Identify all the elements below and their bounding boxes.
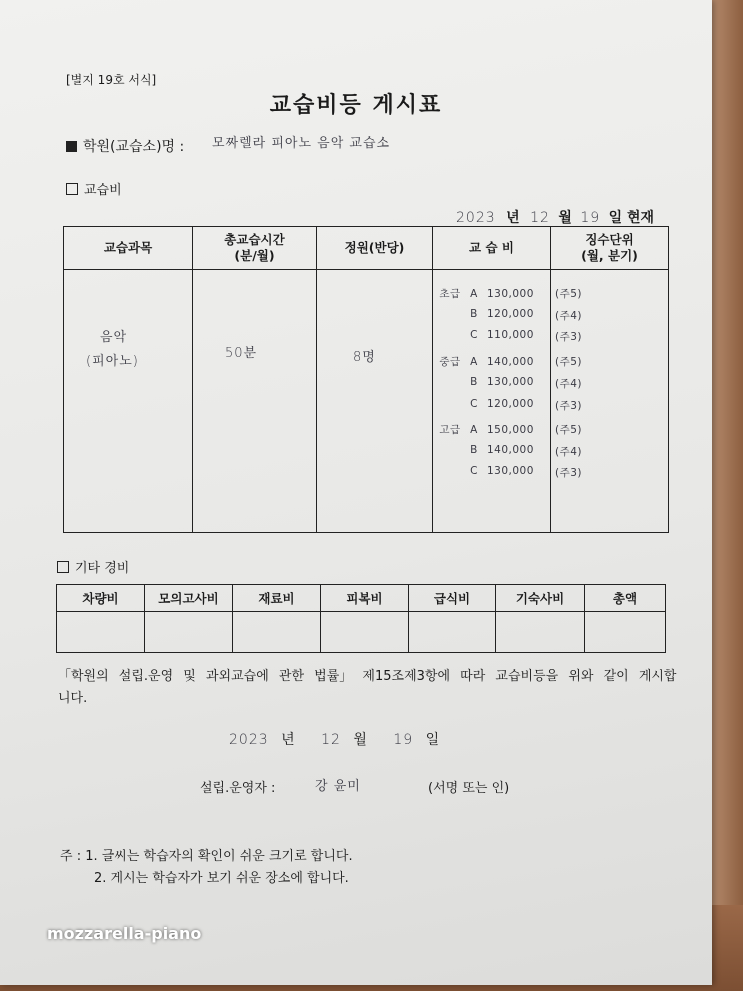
fee-amount: 120,000 xyxy=(487,398,534,410)
header-meals: 급식비 xyxy=(409,585,496,612)
fee-amount: 130,000 xyxy=(487,288,534,300)
header-total: 총액 xyxy=(585,585,666,612)
fee-amount: 140,000 xyxy=(487,444,534,456)
date-month: 12 xyxy=(530,210,550,226)
note-1: 주 : 1. 글씨는 학습자의 확인이 쉬운 크기로 합니다. xyxy=(60,849,353,864)
cell-subject xyxy=(64,270,193,533)
fee-line xyxy=(439,329,534,341)
fee-unit: (주4) xyxy=(555,446,583,458)
sign-month: 12 xyxy=(321,732,341,748)
fee-class: A xyxy=(470,288,478,300)
header-dormitory: 기숙사비 xyxy=(496,585,585,612)
header-materials: 재료비 xyxy=(233,585,321,612)
fee-unit: (주5) xyxy=(555,424,583,436)
fee-grade: 초급 xyxy=(439,288,461,300)
cell-meals xyxy=(409,612,496,653)
date-day-unit: 일 현재 xyxy=(608,210,655,226)
fee-line xyxy=(439,354,534,369)
capacity-value: 8명 xyxy=(353,350,376,365)
checkbox-square-icon xyxy=(57,561,69,573)
fee-line xyxy=(439,308,534,320)
other-expenses-row xyxy=(57,612,666,653)
fee-class: B xyxy=(470,308,478,320)
law-statement: 「학원의 설립.운영 및 과외교습에 관한 법률」 제15조제3항에 따라 교습비등을 위와 같이 게시합니다. xyxy=(58,669,677,706)
fee-unit: (주3) xyxy=(555,467,583,479)
fee-line xyxy=(439,444,534,456)
cell-materials xyxy=(233,612,321,653)
date-day: 19 xyxy=(580,210,601,226)
cell-capacity xyxy=(317,270,433,533)
date-year-unit: 년 xyxy=(506,210,520,226)
fee-unit: (주4) xyxy=(555,378,583,390)
document-title: 교습비등 게시표 xyxy=(269,93,443,118)
signature-seal-field: (서명 또는 인) xyxy=(428,781,510,796)
header-vehicle: 차량비 xyxy=(57,585,145,612)
academy-label: 학원(교습소)명 : xyxy=(83,139,185,155)
fee-unit: (주3) xyxy=(555,400,583,412)
fee-class: A xyxy=(470,424,478,436)
header-total-hours xyxy=(193,227,317,270)
other-expenses-header-row xyxy=(57,585,666,612)
checkbox-square-icon xyxy=(66,183,78,195)
subject-line-2: (피아노) xyxy=(86,354,139,369)
header-clothing: 피복비 xyxy=(321,585,409,612)
tuition-table xyxy=(63,226,669,533)
cell-dormitory xyxy=(496,612,585,653)
fee-class: C xyxy=(470,329,478,341)
fee-amount: 150,000 xyxy=(487,424,534,436)
fee-class: B xyxy=(470,376,478,388)
wooden-table-edge-right xyxy=(712,0,743,991)
cell-clothing xyxy=(321,612,409,653)
date-month-unit: 월 xyxy=(558,210,572,226)
header-tuition: 교 습 비 xyxy=(433,227,551,270)
cell-total-hours xyxy=(193,270,317,533)
fee-unit: (주5) xyxy=(555,288,583,300)
header-capacity: 정원(반당) xyxy=(317,227,433,270)
fee-grade: 고급 xyxy=(439,424,461,436)
sign-year-unit: 년 xyxy=(281,732,295,748)
fee-amount: 120,000 xyxy=(487,308,534,320)
fee-line xyxy=(439,376,534,388)
fee-class: B xyxy=(470,444,478,456)
tuition-table-row xyxy=(64,270,669,533)
tuition-table-header-row xyxy=(64,227,669,270)
cell-mock-exam xyxy=(145,612,233,653)
black-square-bullet-icon xyxy=(66,141,77,152)
header-collection-unit-text: 징수단위 (월, 분기) xyxy=(581,232,638,263)
fee-unit: (주4) xyxy=(555,310,583,322)
fee-line xyxy=(439,422,534,437)
fee-class: C xyxy=(470,465,478,477)
section-tuition-label: 교습비 xyxy=(84,183,122,198)
cell-collection-unit xyxy=(551,270,669,533)
section-tuition-heading xyxy=(66,179,122,198)
cell-total xyxy=(585,612,666,653)
form-number: [별지 19호 서식] xyxy=(66,73,157,87)
operator-name-handwritten: 강 윤미 xyxy=(315,779,361,794)
fee-line xyxy=(439,398,534,410)
cell-tuition-fees xyxy=(433,270,551,533)
fee-unit: (주3) xyxy=(555,331,583,343)
header-collection-unit xyxy=(551,227,669,270)
fee-amount: 130,000 xyxy=(487,376,534,388)
fee-grade: 중급 xyxy=(439,356,461,368)
sign-year: 2023 xyxy=(229,732,269,748)
total-hours-value: 50분 xyxy=(225,346,258,361)
section-other-heading xyxy=(57,557,129,576)
notes xyxy=(60,846,353,890)
date-year: 2023 xyxy=(456,210,496,226)
fee-amount: 130,000 xyxy=(487,465,534,477)
watermark: mozzarella-piano xyxy=(47,924,202,943)
sign-day: 19 xyxy=(393,732,414,748)
sign-day-unit: 일 xyxy=(425,732,440,748)
other-expenses-table xyxy=(56,584,666,653)
header-subject: 교습과목 xyxy=(64,227,193,270)
note-2: 2. 게시는 학습자가 보기 쉬운 장소에 합니다. xyxy=(94,871,349,886)
academy-name-handwritten: 모짜렐라 피아노 음악 교습소 xyxy=(212,136,391,151)
sign-month-unit: 월 xyxy=(353,732,367,748)
cell-vehicle xyxy=(57,612,145,653)
current-date xyxy=(456,207,654,227)
header-total-hours-text: 총교습시간 (분/월) xyxy=(224,232,285,263)
fee-unit: (주5) xyxy=(555,356,583,368)
academy-label-row xyxy=(66,136,184,156)
fee-amount: 110,000 xyxy=(487,329,534,341)
fee-class: A xyxy=(470,356,478,368)
signature-date xyxy=(229,729,439,749)
header-mock-exam: 모의고사비 xyxy=(145,585,233,612)
operator-label: 설립.운영자 : xyxy=(200,781,276,796)
fee-line xyxy=(439,286,534,301)
subject-line-1: 음악 xyxy=(100,330,128,345)
fee-line xyxy=(439,465,534,477)
section-other-label: 기타 경비 xyxy=(75,561,130,576)
fee-amount: 140,000 xyxy=(487,356,534,368)
fee-class: C xyxy=(470,398,478,410)
